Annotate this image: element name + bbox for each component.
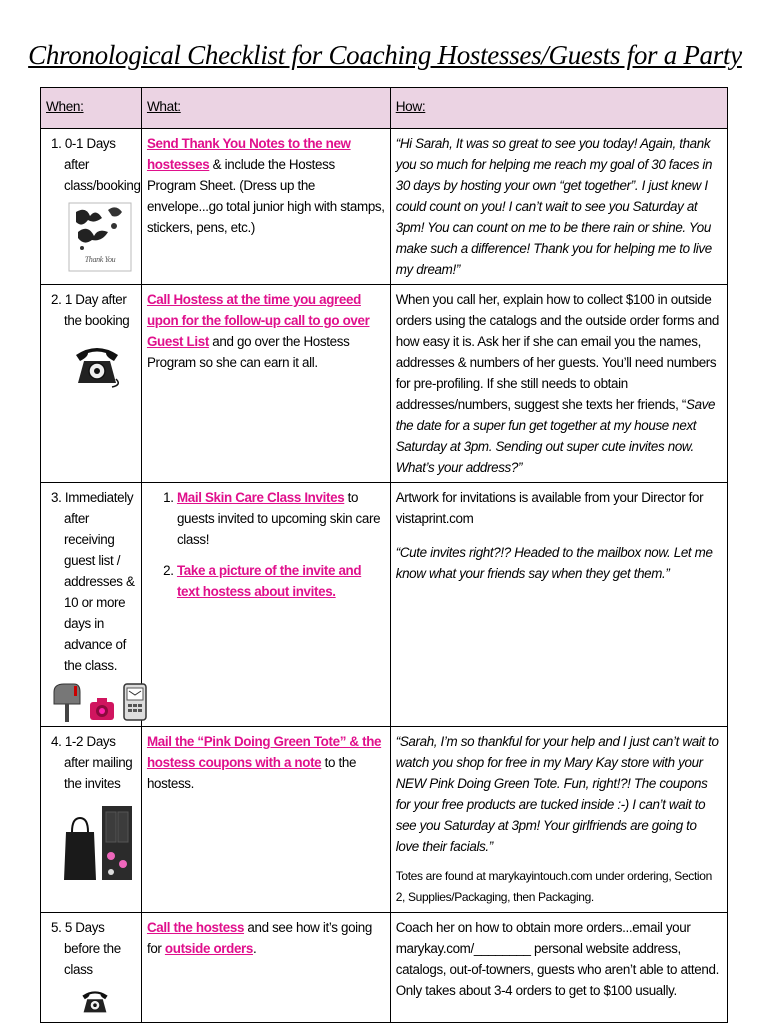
how-cell xyxy=(390,285,727,483)
list-item xyxy=(177,487,385,550)
how-quote: “Cute invites right?!? Headed to the mailbox now. Let me know what your friends say when they get them.” xyxy=(395,545,713,581)
when-text: 5. 5 Days before the class xyxy=(51,920,121,977)
when-cell xyxy=(41,129,142,285)
what-cell xyxy=(141,913,390,1023)
table-row xyxy=(41,913,728,1023)
cell-phone-icon xyxy=(122,682,148,722)
how-cell xyxy=(390,129,727,285)
icons-group xyxy=(52,682,136,722)
header-row xyxy=(41,88,728,129)
how-text: Coach her on how to obtain more orders...email your marykay.com/________ personal website address, catalogs, out-of-towners, guests who aren’t able to attend. Only takes about 3-4 orders to get to $100 usually. xyxy=(395,920,719,998)
what-cell xyxy=(141,483,390,727)
how-text: Totes are found at marykayintouch.com under ordering, Section 2, Supplies/Packaging, then Packaging. xyxy=(395,869,712,904)
how-cell xyxy=(390,727,727,913)
table-row xyxy=(41,727,728,913)
what-highlight: Mail Skin Care Class Invites xyxy=(176,490,345,505)
when-text: 4. 1-2 Days after mailing the invites xyxy=(51,734,133,791)
thank-you-card-icon xyxy=(68,202,136,272)
telephone-icon xyxy=(80,986,136,1016)
telephone-icon xyxy=(72,339,136,389)
what-highlight: Mail the “Pink Doing Green Tote” & the hostess coupons with a note xyxy=(146,734,382,770)
how-cell xyxy=(390,913,727,1023)
when-text: 1. 0-1 Days after class/booking xyxy=(51,136,141,193)
what-text: to guests invited to upcoming skin care class! xyxy=(176,490,381,547)
when-cell xyxy=(41,727,142,913)
tote-bag-icon xyxy=(62,800,136,882)
how-quote: Save the date for a super fun get together at my house next Saturday at 3pm. Sending out super cute invites now. What’s your address?” xyxy=(395,397,716,475)
how-cell xyxy=(390,483,727,727)
what-list xyxy=(147,487,385,602)
what-text: . xyxy=(253,941,257,956)
when-text: 3. Immediately after receiving guest list / addresses & 10 or more days in advance of the class. xyxy=(51,490,135,673)
what-highlight: Send Thank You Notes to the new hostesses xyxy=(146,136,351,172)
svg-text:Thank You: Thank You xyxy=(84,255,116,264)
how-text: When you call her, explain how to collect $100 in outside orders using the catalogs and the outside order forms and how easy it is. Ask her if she can email you the names, addresses & numbers of her guests. You’ll need numbers for pre-profiling. If she still needs to obtain addresses/numbers, suggest she texts her friends, “ xyxy=(395,292,719,412)
what-text: and go over the Hostess Program so she can earn it all. xyxy=(146,334,350,370)
what-text: & include the Hostess Program Sheet. (Dress up the envelope...go total junior high with stamps, stickers, pens, etc.) xyxy=(146,157,385,235)
what-text: to the hostess. xyxy=(146,755,357,791)
what-cell xyxy=(141,727,390,913)
camera-icon xyxy=(88,694,116,722)
what-highlight: Take a picture of the invite and text hostess about invites. xyxy=(176,563,362,599)
how-text: Artwork for invitations is available from your Director for vistaprint.com xyxy=(395,490,704,526)
when-text: 2. 1 Day after the booking xyxy=(51,292,130,328)
mailbox-icon xyxy=(52,682,82,722)
how-text: “Hi Sarah, It was so great to see you today! Again, thank you so much for helping me reach my goal of 30 faces in 30 days by hosting your own “get together”. I just knew I could count on you! I can’t wait to see you Saturday at 3pm! You can count on me to be there rain or shine. You make such a difference! Thank you for helping me to live my dream!” xyxy=(395,136,713,277)
how-quote: “Sarah, I’m so thankful for your help and I just can’t wait to watch you shop for free in my Mary Kay store with your NEW Pink Doing Green Tote. Fun, right!?! The coupons for your free products are tucked inside :-) I can’t wait to see you Saturday at 3pm! Your girlfriends are going to love their facials.” xyxy=(395,734,719,854)
header-what: What: xyxy=(141,88,390,129)
what-text: and see how it’s going for xyxy=(146,920,372,956)
table-row xyxy=(41,483,728,727)
table-row xyxy=(41,285,728,483)
checklist-table xyxy=(40,87,728,1023)
when-cell xyxy=(41,913,142,1023)
what-highlight: outside orders xyxy=(164,941,254,956)
when-cell xyxy=(41,285,142,483)
list-item xyxy=(177,560,385,602)
when-cell xyxy=(41,483,142,727)
page-title: Chronological Checklist for Coaching Hostesses/Guests for a Party xyxy=(28,40,742,70)
what-cell xyxy=(141,129,390,285)
header-when: When: xyxy=(41,88,142,129)
header-how: How: xyxy=(390,88,727,129)
what-cell xyxy=(141,285,390,483)
table-row xyxy=(41,129,728,285)
what-highlight: Call the hostess xyxy=(146,920,245,935)
what-highlight: Call Hostess at the time you agreed upon for the follow-up call to go over Guest List xyxy=(146,292,370,349)
